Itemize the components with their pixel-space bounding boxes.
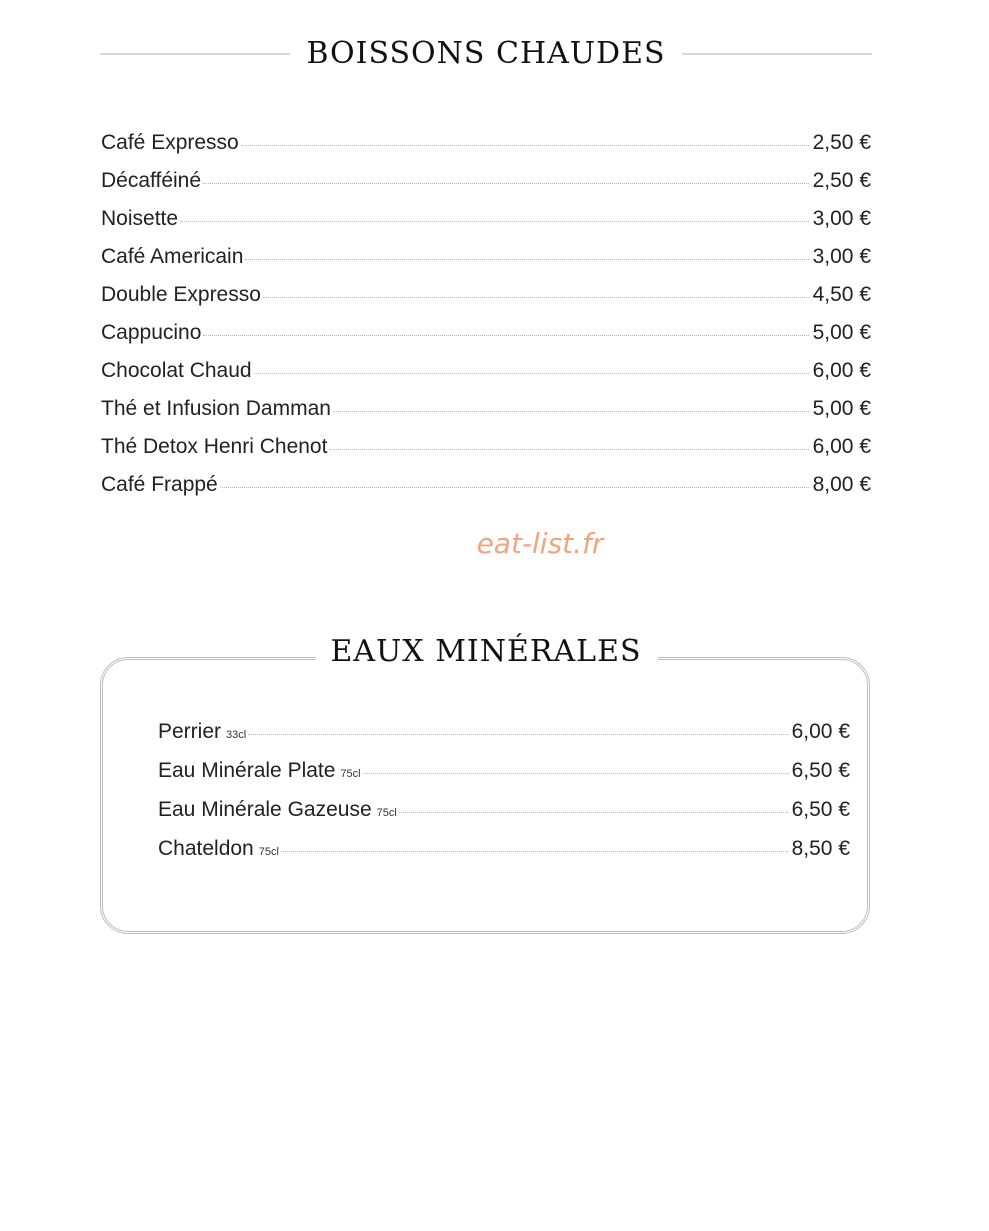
dot-leader: [281, 851, 788, 852]
hot-drinks-header: [100, 36, 872, 71]
item-price: 8,00 €: [812, 473, 871, 496]
item-name: Café Americain: [101, 245, 244, 268]
dot-leader: [263, 297, 809, 298]
dot-leader: [220, 487, 809, 488]
menu-item: [101, 321, 871, 359]
item-price: 2,50 €: [812, 169, 871, 192]
item-price: 3,00 €: [812, 245, 871, 268]
menu-item: [101, 131, 871, 169]
item-volume: 33cl: [226, 729, 247, 741]
item-name: Café Expresso: [101, 131, 239, 154]
item-name: Thé Detox Henri Chenot: [101, 435, 328, 458]
item-price: 6,00 €: [791, 720, 850, 743]
menu-item: [101, 245, 871, 283]
item-price: 6,50 €: [791, 759, 850, 782]
item-name: Décafféiné: [101, 169, 202, 192]
menu-item: [101, 435, 871, 473]
menu-item: [158, 720, 850, 759]
mineral-waters-title: EAUX MINÉRALES: [330, 634, 642, 669]
item-volume: 75cl: [376, 807, 397, 819]
menu-item: [101, 283, 871, 321]
watermark: eat-list.fr: [476, 527, 604, 560]
mineral-waters-header: [100, 634, 872, 669]
item-volume: 75cl: [340, 768, 361, 780]
item-name: Thé et Infusion Damman: [101, 397, 331, 420]
hot-drinks-list: [101, 131, 871, 511]
menu-item: [101, 207, 871, 245]
dot-leader: [399, 812, 788, 813]
menu-item: [158, 798, 850, 837]
menu-item: [158, 759, 850, 798]
item-price: 6,00 €: [812, 435, 871, 458]
item-price: 4,50 €: [812, 283, 871, 306]
item-name: Café Frappé: [101, 473, 218, 496]
item-price: 6,50 €: [791, 798, 850, 821]
dot-leader: [254, 373, 809, 374]
hot-drinks-title: BOISSONS CHAUDES: [306, 36, 666, 71]
item-price: 3,00 €: [812, 207, 871, 230]
dot-leader: [333, 411, 809, 412]
item-name: Eau Minérale Gazeuse 75cl: [158, 798, 397, 821]
menu-item: [101, 397, 871, 435]
item-name: Chocolat Chaud: [101, 359, 252, 382]
item-name: Eau Minérale Plate 75cl: [158, 759, 361, 782]
item-volume: 75cl: [258, 846, 279, 858]
item-price: 5,00 €: [812, 321, 871, 344]
menu-item: [158, 837, 850, 876]
dot-leader: [203, 183, 809, 184]
dot-leader: [241, 145, 809, 146]
dot-leader: [329, 449, 808, 450]
item-name: Perrier 33cl: [158, 720, 247, 743]
dot-leader: [245, 259, 808, 260]
dot-leader: [363, 773, 788, 774]
left-divider: [100, 53, 290, 55]
item-name: Double Expresso: [101, 283, 261, 306]
menu-item: [101, 473, 871, 511]
item-name: Chateldon 75cl: [158, 837, 279, 860]
menu-item: [101, 169, 871, 207]
menu-item: [101, 359, 871, 397]
item-price: 5,00 €: [812, 397, 871, 420]
item-name: Noisette: [101, 207, 179, 230]
item-price: 2,50 €: [812, 131, 871, 154]
right-divider: [682, 53, 872, 55]
mineral-waters-list: [158, 720, 850, 876]
item-price: 6,00 €: [812, 359, 871, 382]
item-name: Cappucino: [101, 321, 202, 344]
dot-leader: [248, 734, 787, 735]
dot-leader: [203, 335, 808, 336]
item-price: 8,50 €: [791, 837, 850, 860]
dot-leader: [180, 221, 809, 222]
